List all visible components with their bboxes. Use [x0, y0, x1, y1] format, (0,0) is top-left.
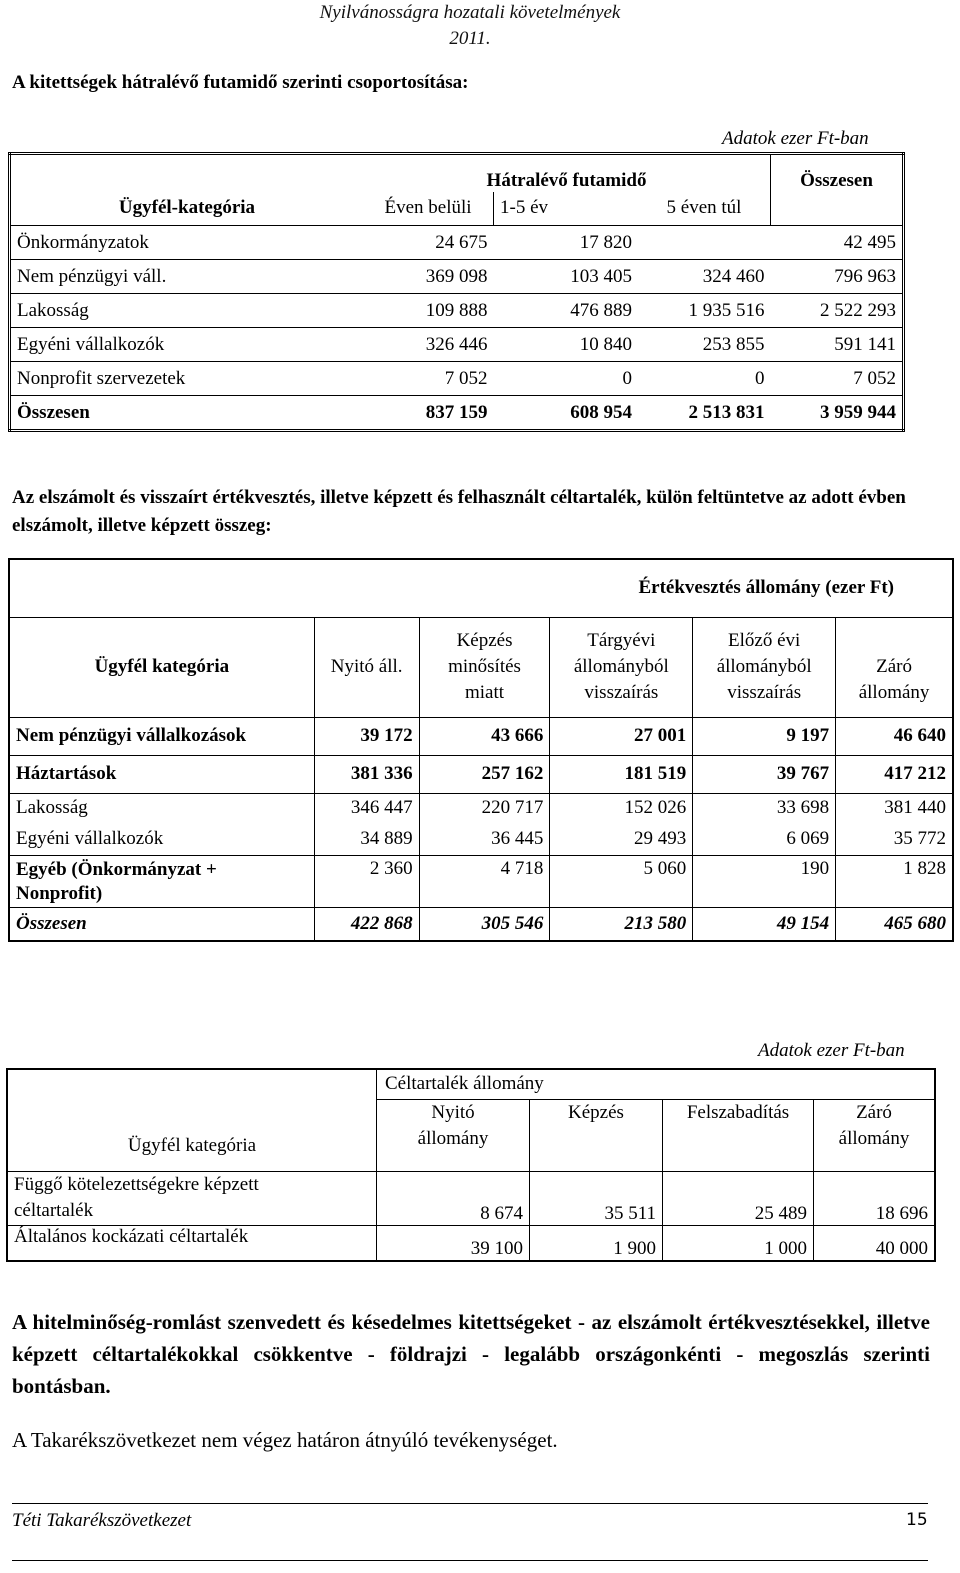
- cell: 0: [755, 367, 765, 389]
- table3-header-open: [377, 1099, 530, 1171]
- header-line: Tárgyévi: [587, 630, 656, 651]
- table-row: [7, 1171, 935, 1225]
- cell: [638, 226, 771, 260]
- row-label-line: céltartalék: [14, 1199, 94, 1221]
- cell: 35 511: [530, 1171, 663, 1225]
- cell: 1 000: [663, 1225, 814, 1261]
- cell: 35 772: [836, 823, 953, 855]
- row-label: Egyéni vállalkozók: [17, 333, 165, 355]
- cell: 17 820: [579, 231, 632, 253]
- table2-header-previous: [693, 617, 836, 717]
- cell: 346 447: [314, 793, 419, 823]
- cell: 381 440: [836, 793, 953, 823]
- table-total-row: [10, 396, 904, 431]
- cell: 1 935 516: [688, 299, 765, 321]
- header-line: Előző évi: [728, 630, 801, 651]
- table3-header-close: [814, 1099, 936, 1171]
- header-line: Nyitó: [431, 1101, 475, 1123]
- header-year: 2011.: [449, 28, 491, 49]
- cell: 27 001: [550, 717, 693, 755]
- cell: 190: [693, 855, 836, 907]
- table2-group-title: Értékvesztés állomány (ezer Ft): [9, 559, 953, 617]
- table-row: [9, 755, 953, 793]
- cell: 9 197: [693, 717, 836, 755]
- cell: 422 868: [314, 907, 419, 941]
- cell: 1 828: [836, 855, 953, 907]
- table-row: [10, 362, 904, 396]
- table2-header-open: Nyitó áll.: [314, 617, 419, 717]
- cell: 369 098: [425, 265, 488, 287]
- table-row: [10, 328, 904, 362]
- cell: 49 154: [693, 907, 836, 941]
- cell: 465 680: [836, 907, 953, 941]
- row-label-line: Függő kötelezettségekre képzett: [14, 1173, 259, 1195]
- footer-divider: [12, 1503, 928, 1504]
- header-line: Képzés: [456, 630, 513, 651]
- table3-group-title: Céltartalék állomány: [377, 1069, 814, 1099]
- cell: 3 959 944: [820, 401, 896, 423]
- impairment-table: [8, 558, 954, 942]
- cell: 608 954: [570, 401, 632, 423]
- row-label: Nonprofit szervezetek: [17, 367, 186, 389]
- cell: 4 718: [419, 855, 550, 907]
- cell: 8 674: [377, 1171, 530, 1225]
- table1-header-col2: 1-5 év: [494, 192, 639, 226]
- cell: 10 840: [579, 333, 632, 355]
- row-label: Nem pénzügyi vállalkozások: [9, 717, 314, 755]
- cell: 213 580: [550, 907, 693, 941]
- cell: 257 162: [419, 755, 550, 793]
- cell: 381 336: [314, 755, 419, 793]
- cell: 18 696: [814, 1171, 936, 1225]
- header-line: visszaírás: [727, 682, 802, 703]
- page-number: 15: [906, 1510, 928, 1530]
- footer-company: Téti Takarékszövetkezet: [12, 1510, 192, 1531]
- row-label: Lakosság: [17, 299, 89, 321]
- table2-header-current: [550, 617, 693, 717]
- cell: 0: [622, 367, 632, 389]
- cell: 2 360: [314, 855, 419, 907]
- cell: 253 855: [702, 333, 765, 355]
- table1-header-total: Összesen: [771, 154, 904, 192]
- section1-unit: Adatok ezer Ft-ban: [722, 128, 869, 149]
- paragraph-crossborder: A Takarékszövetkezet nem végez határon átnyúló tevékenységet.: [12, 1428, 558, 1452]
- table3-header-form: Képzés: [530, 1099, 663, 1171]
- cell: 181 519: [550, 755, 693, 793]
- cell: 152 026: [550, 793, 693, 823]
- table-row: [9, 717, 953, 755]
- cell: 46 640: [836, 717, 953, 755]
- header-line: miatt: [464, 682, 505, 703]
- row-label: Egyéb (Önkormányzat + Nonprofit): [9, 855, 314, 907]
- footer-bottom-divider: [12, 1560, 928, 1561]
- section1-heading: A kitettségek hátralévő futamidő szerinti csoportosítása:: [12, 72, 469, 93]
- maturity-table: [8, 152, 905, 432]
- provision-table: [6, 1068, 936, 1262]
- row-label: Egyéni vállalkozók: [9, 823, 314, 855]
- row-label: Összesen: [9, 907, 314, 941]
- header-line: állomány: [417, 1127, 489, 1149]
- table-row: [9, 855, 953, 907]
- cell: 220 717: [419, 793, 550, 823]
- cell: 417 212: [836, 755, 953, 793]
- cell: 40 000: [814, 1225, 936, 1261]
- row-label: Általános kockázati céltartalék: [7, 1225, 377, 1261]
- table1-header-category-blank: [10, 154, 364, 192]
- table3-header-release: Felszabadítás: [663, 1099, 814, 1171]
- cell: 5 060: [550, 855, 693, 907]
- table-row: [9, 823, 953, 855]
- cell: 39 172: [314, 717, 419, 755]
- header-line: Záró: [876, 656, 912, 677]
- section3-unit: Adatok ezer Ft-ban: [758, 1040, 905, 1061]
- cell: 2 522 293: [820, 299, 896, 321]
- table-row: [9, 793, 953, 823]
- cell: 476 889: [570, 299, 632, 321]
- row-label: Lakosság: [9, 793, 314, 823]
- row-label: Nem pénzügyi váll.: [17, 265, 167, 287]
- header-line: állomány: [838, 1127, 910, 1149]
- document-header: [290, 0, 650, 52]
- cell: 326 446: [425, 333, 488, 355]
- cell: 42 495: [843, 231, 896, 253]
- table1-header-col1: Éven belüli: [384, 197, 472, 219]
- cell: 34 889: [314, 823, 419, 855]
- cell: 36 445: [419, 823, 550, 855]
- table-row: [7, 1225, 935, 1261]
- cell: 305 546: [419, 907, 550, 941]
- header-line: állományból: [573, 656, 669, 677]
- header-line: állományból: [716, 656, 812, 677]
- row-label: Önkormányzatok: [17, 231, 149, 253]
- table-row: [10, 294, 904, 328]
- header-line: minősítés: [448, 656, 521, 677]
- row-label: Háztartások: [9, 755, 314, 793]
- cell: 837 159: [425, 401, 488, 423]
- header-line: állomány: [858, 682, 930, 703]
- cell: 33 698: [693, 793, 836, 823]
- table2-header-form: [419, 617, 550, 717]
- cell: 109 888: [425, 299, 488, 321]
- cell: 7 052: [444, 367, 488, 389]
- table-total-row: [9, 907, 953, 941]
- section2-heading: Az elszámolt és visszaírt értékvesztés, illetve képzett és felhasznált céltartalék, külön feltüntetve az adott évben elszámolt, illetve képzett összeg:: [12, 487, 906, 536]
- cell: 1 900: [530, 1225, 663, 1261]
- cell: 7 052: [853, 367, 896, 389]
- table3-header-category: Ügyfél kategória: [7, 1069, 377, 1171]
- table1-header-col3: 5 éven túl: [666, 197, 742, 219]
- cell: 43 666: [419, 717, 550, 755]
- cell: 24 675: [435, 231, 488, 253]
- table-row: [10, 226, 904, 260]
- table2-header-close: [836, 617, 953, 717]
- table1-header-total-blank: [771, 192, 904, 226]
- cell: 591 141: [834, 333, 896, 355]
- table2-header-category: Ügyfél kategória: [9, 617, 314, 717]
- row-label: [7, 1171, 377, 1225]
- cell: 6 069: [693, 823, 836, 855]
- header-line: visszaírás: [584, 682, 659, 703]
- row-label: Összesen: [17, 401, 90, 423]
- table1-header-category: Ügyfél-kategória: [118, 197, 256, 219]
- cell: 103 405: [570, 265, 632, 287]
- cell: 25 489: [663, 1171, 814, 1225]
- cell: 796 963: [834, 265, 896, 287]
- cell: 2 513 831: [688, 401, 765, 423]
- cell: 39 767: [693, 755, 836, 793]
- paragraph-geographic: A hitelminőség-romlást szenvedett és késedelmes kitettségeket - az elszámolt értékvesztésekkel, illetve képzett céltartalékokkal csökkentve - földrajzi - legalább országonkénti - megoszlás szerinti bontásban.: [12, 1310, 930, 1398]
- cell: 324 460: [702, 265, 765, 287]
- cell: 29 493: [550, 823, 693, 855]
- table1-header-group: Hátralévő futamidő: [486, 169, 647, 191]
- header-title: Nyilvánosságra hozatali követelmények: [319, 2, 621, 23]
- cell: 39 100: [377, 1225, 530, 1261]
- table-row: [10, 260, 904, 294]
- table3-group-blank: [814, 1069, 936, 1099]
- header-line: Záró: [856, 1101, 892, 1123]
